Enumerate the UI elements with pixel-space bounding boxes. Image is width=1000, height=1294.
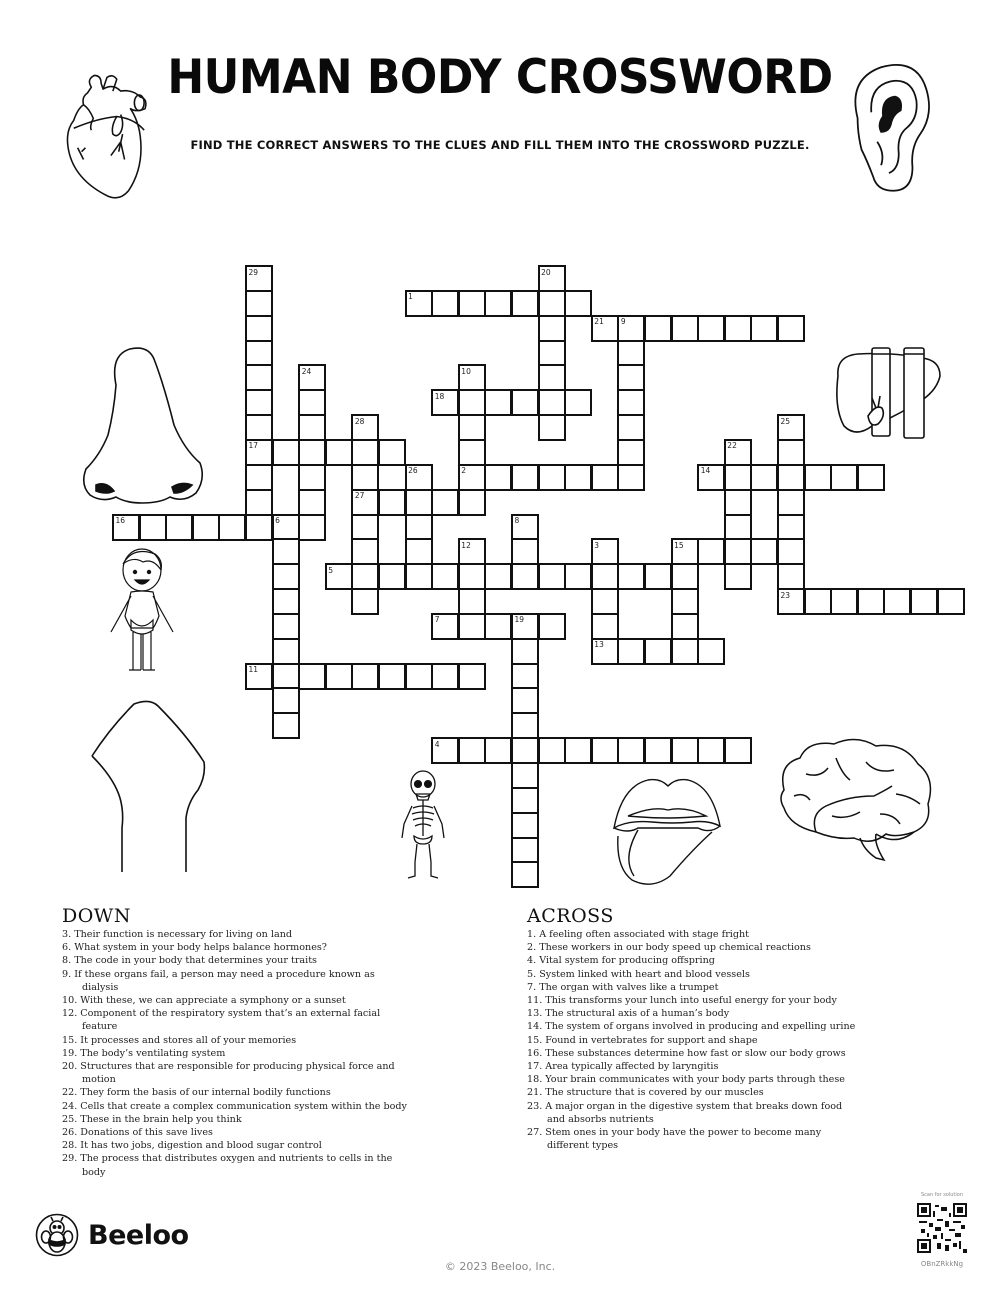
qr-code-id: OBnZRkkNg xyxy=(920,1260,964,1268)
crossword-cell[interactable] xyxy=(405,514,433,541)
down-clue: 29. The process that distributes oxygen and nutrients to cells in the body xyxy=(62,1153,393,1178)
across-clue: 16. These substances determine how fast or slow our body grows xyxy=(527,1047,846,1059)
crossword-cell[interactable] xyxy=(325,439,353,466)
crossword-cell[interactable] xyxy=(697,315,725,342)
crossword-cell[interactable] xyxy=(883,588,911,615)
crossword-cell[interactable] xyxy=(245,389,273,416)
crossword-cell[interactable] xyxy=(378,663,406,690)
crossword-cell[interactable] xyxy=(458,290,486,317)
crossword-cell[interactable] xyxy=(431,489,459,516)
clue-number: 8 xyxy=(514,516,520,525)
crossword-cell[interactable] xyxy=(617,364,645,391)
clue-number: 20 xyxy=(541,267,551,277)
crossword-cell[interactable] xyxy=(617,464,645,491)
across-clue: 1. A feeling often associated with stage fright xyxy=(527,929,750,940)
clue-number: 2 xyxy=(461,466,467,476)
crossword-cell[interactable] xyxy=(777,563,805,590)
crossword-cell[interactable] xyxy=(351,538,379,565)
clue-number: 19 xyxy=(514,615,525,625)
down-clue: 6. What system in your body helps balance hormones? xyxy=(62,942,327,954)
crossword-cell[interactable] xyxy=(431,290,459,317)
crossword-cell[interactable] xyxy=(538,613,566,640)
crossword-cell[interactable] xyxy=(617,389,645,416)
brand-logo xyxy=(35,1213,189,1257)
crossword-cell[interactable] xyxy=(671,613,699,640)
crossword-cell[interactable] xyxy=(910,588,938,615)
crossword-cell[interactable] xyxy=(378,489,406,516)
crossword-cell[interactable] xyxy=(458,563,486,590)
crossword-cell[interactable] xyxy=(351,514,379,541)
crossword-cell[interactable] xyxy=(405,563,433,590)
clue-number: 5 xyxy=(328,565,334,575)
crossword-cell[interactable] xyxy=(511,389,539,416)
crossword-cell[interactable] xyxy=(617,638,645,665)
crossword-cell[interactable] xyxy=(644,315,672,342)
crossword-cell[interactable] xyxy=(591,464,619,491)
crossword-cell[interactable] xyxy=(538,389,566,416)
clue-number: 21 xyxy=(594,317,604,327)
crossword-cell[interactable] xyxy=(511,861,539,888)
down-clue: 20. Structures that are responsible for producing physical force and motion xyxy=(62,1061,395,1086)
crossword-cell[interactable] xyxy=(538,737,566,764)
crossword-cell[interactable] xyxy=(484,563,512,590)
crossword-cell[interactable] xyxy=(405,663,433,690)
qr-label: Scan for solution xyxy=(920,1192,963,1198)
down-clue: 9. If these organs fail, a person may need a procedure known as dialysis xyxy=(62,968,375,993)
crossword-cell[interactable] xyxy=(671,563,699,590)
crossword-cell[interactable] xyxy=(511,737,539,764)
crossword-cell[interactable] xyxy=(405,489,433,516)
clue-number: 4 xyxy=(434,739,440,749)
crossword-cell[interactable] xyxy=(724,538,752,565)
clue-number: 18 xyxy=(434,391,445,401)
across-clue-list xyxy=(527,928,857,1152)
crossword-cell[interactable] xyxy=(139,514,167,541)
crossword-cell[interactable] xyxy=(458,414,486,441)
crossword-cell[interactable] xyxy=(431,663,459,690)
crossword-cell[interactable] xyxy=(591,737,619,764)
down-clue: 19. The body’s ventilating system xyxy=(62,1047,226,1059)
clue-number: 11 xyxy=(248,665,259,675)
crossword-cell[interactable] xyxy=(458,389,486,416)
across-clue: 27. Stem ones in your body have the power to become many different types xyxy=(527,1127,822,1152)
across-clue: 15. Found in vertebrates for support and shape xyxy=(527,1034,758,1046)
crossword-cell[interactable] xyxy=(724,737,752,764)
crossword-cell[interactable] xyxy=(857,588,885,615)
crossword-cell[interactable] xyxy=(750,538,778,565)
crossword-cell[interactable] xyxy=(724,315,752,342)
crossword-cell[interactable] xyxy=(777,514,805,541)
crossword-cell[interactable] xyxy=(405,538,433,565)
crossword-cell[interactable] xyxy=(617,340,645,367)
crossword-cell[interactable] xyxy=(777,464,805,491)
crossword-cell[interactable] xyxy=(351,439,379,466)
brand-name: Beeloo xyxy=(88,1219,189,1251)
crossword-cell[interactable] xyxy=(538,364,566,391)
crossword-cell[interactable] xyxy=(538,563,566,590)
clue-number: 24 xyxy=(301,366,312,376)
crossword-cell[interactable] xyxy=(538,315,566,342)
crossword-cell[interactable] xyxy=(484,613,512,640)
crossword-cell[interactable] xyxy=(272,663,300,690)
crossword-cell[interactable] xyxy=(511,837,539,864)
crossword-cell[interactable] xyxy=(564,389,592,416)
page-title: HUMAN BODY CROSSWORD xyxy=(167,49,833,106)
crossword-cell[interactable] xyxy=(458,489,486,516)
crossword-cell[interactable] xyxy=(458,439,486,466)
crossword-cell[interactable] xyxy=(484,389,512,416)
crossword-cell[interactable] xyxy=(697,538,725,565)
across-heading: ACROSS xyxy=(527,905,614,927)
crossword-cell[interactable] xyxy=(351,563,379,590)
crossword-cell[interactable] xyxy=(564,737,592,764)
crossword-cell[interactable] xyxy=(538,414,566,441)
crossword-cell[interactable] xyxy=(591,563,619,590)
crossword-cell[interactable] xyxy=(671,638,699,665)
crossword-cell[interactable] xyxy=(830,588,858,615)
crossword-cell[interactable] xyxy=(937,588,965,615)
crossword-cell[interactable] xyxy=(724,563,752,590)
clue-number: 22 xyxy=(727,441,737,451)
crossword-cell[interactable] xyxy=(671,737,699,764)
crossword-cell[interactable] xyxy=(192,514,220,541)
crossword-cell[interactable] xyxy=(617,414,645,441)
crossword-cell[interactable] xyxy=(272,439,300,466)
bee-icon xyxy=(35,1213,79,1257)
down-clue: 8. The code in your body that determines your traits xyxy=(62,955,317,967)
across-clue: 17. Area typically affected by laryngitis xyxy=(527,1061,719,1073)
clue-number: 15 xyxy=(674,540,684,550)
crossword-cell[interactable] xyxy=(564,563,592,590)
crossword-cell[interactable] xyxy=(617,563,645,590)
across-clue: 7. The organ with valves like a trumpet xyxy=(527,981,719,993)
clue-number: 25 xyxy=(780,416,791,426)
crossword-cell[interactable] xyxy=(511,812,539,839)
crossword-cell[interactable] xyxy=(351,588,379,615)
clue-number: 27 xyxy=(354,491,365,501)
across-clue: 2. These workers in our body speed up chemical reactions xyxy=(527,942,811,954)
crossword-cell[interactable] xyxy=(298,389,326,416)
crossword-cell[interactable] xyxy=(458,737,486,764)
crossword-cell[interactable] xyxy=(591,588,619,615)
crossword-cell[interactable] xyxy=(298,464,326,491)
down-clues xyxy=(62,905,407,1179)
clue-number: 3 xyxy=(594,540,600,550)
crossword-cell[interactable] xyxy=(298,489,326,516)
across-clue: 13. The structural axis of a human’s body xyxy=(527,1008,730,1020)
across-clues xyxy=(527,905,857,1152)
crossword-cell[interactable] xyxy=(298,663,326,690)
crossword-cell[interactable] xyxy=(272,712,300,739)
crossword-cell[interactable] xyxy=(591,613,619,640)
crossword-cell[interactable] xyxy=(511,663,539,690)
crossword-cell[interactable] xyxy=(484,737,512,764)
crossword-cell[interactable] xyxy=(484,464,512,491)
clue-number: 9 xyxy=(620,317,626,327)
crossword-cell[interactable] xyxy=(644,638,672,665)
down-clue: 3. Their function is necessary for living on land xyxy=(62,929,293,940)
crossword-cell[interactable] xyxy=(564,290,592,317)
crossword-cell[interactable] xyxy=(538,290,566,317)
crossword-cell[interactable] xyxy=(724,464,752,491)
crossword-cell[interactable] xyxy=(644,737,672,764)
crossword-cell[interactable] xyxy=(697,737,725,764)
crossword-cell[interactable] xyxy=(538,464,566,491)
crossword-cell[interactable] xyxy=(351,663,379,690)
crossword-cell[interactable] xyxy=(245,464,273,491)
crossword-cell[interactable] xyxy=(511,290,539,317)
down-clue: 25. These in the brain help you think xyxy=(62,1113,242,1125)
clue-number: 23 xyxy=(780,590,791,600)
down-clue: 10. With these, we can appreciate a symphony or a sunset xyxy=(62,995,346,1007)
crossword-cell[interactable] xyxy=(857,464,885,491)
crossword-cell[interactable] xyxy=(671,588,699,615)
down-heading: DOWN xyxy=(62,905,131,927)
crossword-cell[interactable] xyxy=(804,464,832,491)
crossword-cell[interactable] xyxy=(511,787,539,814)
crossword-cell[interactable] xyxy=(245,514,273,541)
clue-number: 16 xyxy=(115,516,126,525)
down-clue: 22. They form the basis of our internal bodily functions xyxy=(62,1087,331,1099)
down-clue: 12. Component of the respiratory system that’s an external facial feature xyxy=(62,1008,381,1033)
crossword-cell[interactable] xyxy=(272,687,300,714)
crossword-cell[interactable] xyxy=(458,613,486,640)
instructions: FIND THE CORRECT ANSWERS TO THE CLUES AND FILL THEM INTO THE CROSSWORD PUZZLE. xyxy=(190,138,810,152)
crossword-cell[interactable] xyxy=(538,340,566,367)
crossword-cell[interactable] xyxy=(298,514,326,541)
crossword-cell[interactable] xyxy=(777,489,805,516)
across-clue: 23. A major organ in the digestive system that breaks down food and absorbs nutrients xyxy=(527,1100,843,1125)
crossword-cell[interactable] xyxy=(165,514,193,541)
clue-number: 6 xyxy=(275,516,280,525)
crossword-cell[interactable] xyxy=(245,340,273,367)
crossword-cell[interactable] xyxy=(272,613,300,640)
crossword-cell[interactable] xyxy=(484,290,512,317)
crossword-cell[interactable] xyxy=(431,563,459,590)
across-clue: 14. The system of organs involved in producing and expelling urine xyxy=(527,1021,856,1033)
clue-number: 29 xyxy=(248,267,259,277)
crossword-cell[interactable] xyxy=(644,563,672,590)
clue-number: 26 xyxy=(408,466,418,476)
crossword-cell[interactable] xyxy=(830,464,858,491)
crossword-cell[interactable] xyxy=(378,439,406,466)
crossword-cell[interactable] xyxy=(777,538,805,565)
crossword-cell[interactable] xyxy=(298,414,326,441)
crossword-cell[interactable] xyxy=(750,315,778,342)
crossword-cell[interactable] xyxy=(511,538,539,565)
crossword-cell[interactable] xyxy=(511,762,539,789)
crossword-cell[interactable] xyxy=(697,638,725,665)
crossword-cell[interactable] xyxy=(617,439,645,466)
crossword-cell[interactable] xyxy=(511,687,539,714)
down-clue: 26. Donations of this save lives xyxy=(62,1127,213,1139)
down-clue: 28. It has two jobs, digestion and blood sugar control xyxy=(62,1140,322,1152)
qr-code-icon[interactable] xyxy=(917,1203,967,1253)
crossword-cell[interactable] xyxy=(272,638,300,665)
crossword-cell[interactable] xyxy=(218,514,246,541)
clue-number: 14 xyxy=(700,466,711,476)
crossword-cell[interactable] xyxy=(777,439,805,466)
down-clue-list xyxy=(62,928,407,1179)
crossword-cell[interactable] xyxy=(298,439,326,466)
crossword-cell[interactable] xyxy=(458,588,486,615)
crossword-cell[interactable] xyxy=(378,563,406,590)
across-clue: 4. Vital system for producing offspring xyxy=(527,955,715,967)
clue-number: 1 xyxy=(408,292,413,302)
clue-number: 13 xyxy=(594,640,604,650)
across-clue: 18. Your brain communicates with your body parts through these xyxy=(527,1074,845,1086)
crossword-cell[interactable] xyxy=(511,563,539,590)
crossword-cell[interactable] xyxy=(458,663,486,690)
crossword-cell[interactable] xyxy=(724,514,752,541)
crossword-cell[interactable] xyxy=(564,464,592,491)
crossword-cell[interactable] xyxy=(272,538,300,565)
crossword-cell[interactable] xyxy=(245,414,273,441)
crossword-cell[interactable] xyxy=(750,464,778,491)
crossword-cell[interactable] xyxy=(272,563,300,590)
crossword-cell[interactable] xyxy=(724,489,752,516)
crossword-cell[interactable] xyxy=(245,489,273,516)
crossword-cell[interactable] xyxy=(272,588,300,615)
across-clue: 11. This transforms your lunch into useful energy for your body xyxy=(527,995,837,1007)
clue-number: 7 xyxy=(434,615,440,625)
crossword-cell[interactable] xyxy=(511,712,539,739)
down-clue: 15. It processes and stores all of your memories xyxy=(62,1034,297,1046)
clue-number: 17 xyxy=(248,441,259,451)
crossword-cell[interactable] xyxy=(804,588,832,615)
across-clue: 21. The structure that is covered by our muscles xyxy=(527,1087,764,1099)
clue-number: 10 xyxy=(461,366,471,376)
crossword-cell[interactable] xyxy=(617,737,645,764)
crossword-cell[interactable] xyxy=(245,364,273,391)
crossword-cell[interactable] xyxy=(245,315,273,342)
crossword-cell[interactable] xyxy=(351,464,379,491)
clue-number: 12 xyxy=(461,540,471,550)
crossword-cell[interactable] xyxy=(511,638,539,665)
crossword-cell[interactable] xyxy=(325,663,353,690)
crossword-cell[interactable] xyxy=(511,464,539,491)
crossword-cell[interactable] xyxy=(671,315,699,342)
crossword-cell[interactable] xyxy=(245,290,273,317)
copyright: © 2023 Beeloo, Inc. xyxy=(444,1260,556,1273)
crossword-cell[interactable] xyxy=(777,315,805,342)
across-clue: 5. System linked with heart and blood vessels xyxy=(527,968,750,980)
clue-number: 28 xyxy=(354,416,365,426)
down-clue: 24. Cells that create a complex communication system within the body xyxy=(62,1100,407,1112)
